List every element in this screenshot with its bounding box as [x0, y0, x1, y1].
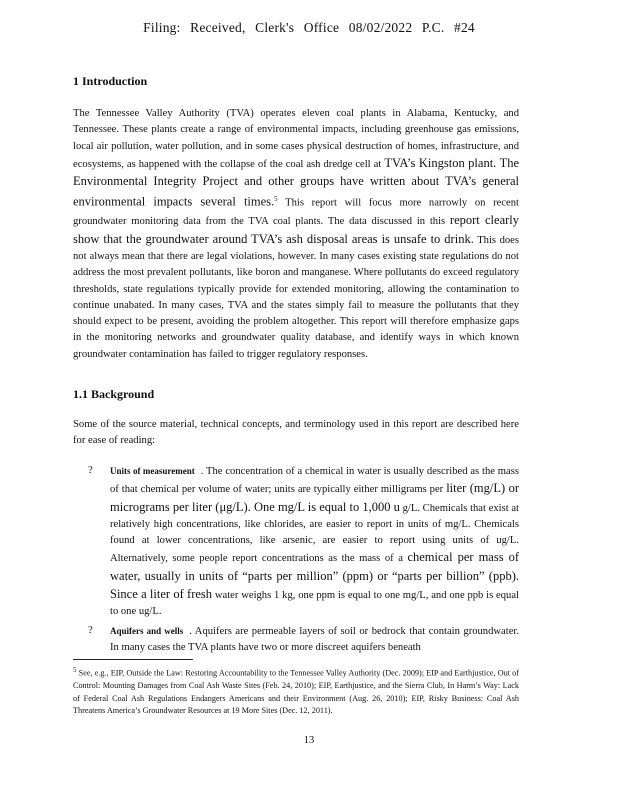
intro-text-part-3: This report will focus more narrowly on recent groundwater monitoring data from the TVA coal plants. The data discussed in this	[73, 198, 519, 228]
section-heading-introduction: 1 Introduction	[73, 74, 148, 88]
bullet-aquifers-and-wells	[88, 623, 519, 657]
footnote-number: 5	[73, 666, 77, 674]
intro-text-part-4: report clearly show that the groundwater around TVA’s ash disposal areas is unsafe to drink.	[73, 213, 520, 246]
intro-text-part-5: This does not always mean that there are legal violations, however. In many cases existing state regulations do not address the most prevalent pollutants, like boron and manganese. Where pollutants do exceed regulatory thresholds, state regulations typically provide for extended monitoring, allowing the contamination to continue unabated. In many cases, TVA and the states simply fail to measure the pollutants that they should expect to be present, avoiding the problem altogether. This report will therefore emphasize gaps in the monitoring networks and groundwater quality database, and identify ways in which known groundwater contamination has failed to trigger regulatory responses.	[73, 234, 519, 360]
bullet-marker: ?	[88, 624, 93, 636]
page-number: 13	[303, 735, 315, 746]
bullet-text-part: chemical per mass of water, usually in units of “parts per million” (ppm) or “parts per billion” (ppb). Since a liter of fresh	[110, 550, 519, 602]
bullet-term: Aquifers and wells	[110, 625, 184, 636]
bullet-marker: ?	[88, 465, 93, 476]
intro-text-part-1: The Tennessee Valley Authority (TVA) operates eleven coal plants in Alabama, Kentucky, and Tennessee. These plants create a range of environmental impacts, including greenhouse gas emissions, local air pollution, water pollution, and in some cases physical destruction of homes, infrastructure, and ecosystems, as happened with the collapse of the coal ash dredge cell at	[73, 108, 519, 170]
bullet-text-part: water weighs 1 kg, one ppm is equal to one mg/L, and one ppb is equal to one ug/L.	[110, 590, 519, 618]
introduction-paragraph	[73, 106, 519, 363]
bullet-units-of-measurement	[88, 463, 519, 621]
footnote-reference[interactable]: 5	[274, 195, 278, 204]
bullet-text-part: . Aquifers are permeable layers of soil or bedrock that contain groundwater. In many cases the TVA plants have two or more discreet aquifers beneath	[110, 625, 519, 653]
filing-header: Filing: Received, Clerk's Office 08/02/2022 P.C. #24	[143, 20, 475, 35]
section-heading-background: 1.1 Background	[73, 387, 155, 401]
background-intro-paragraph: Some of the source material, technical concepts, and terminology used in this report are described here for ease of reading:	[73, 419, 519, 447]
intro-text-part-2: TVA’s Kingston plant. The Environmental Integrity Project and other groups have written about TVA’s general environmental impacts several times.	[73, 155, 520, 210]
bullet-text	[110, 463, 519, 621]
footnote-text: See, e.g., EIP, Outside the Law: Restoring Accountability to the Tennessee Valley Authority (Dec. 2009); EIP and Earthjustice, Out of Control: Mounting Damages from Coal Ash Waste Sites (Feb. 24, 2010); EIP, Earthjustice, and the Sierra Club, In Harm’s Way: Lack of Federal Coal Ash Regulations Endangers Americans and their Environment (Aug. 26, 2010); EIP, Risky Business: Coal Ash Threatens America’s Groundwater Resources at 19 More Sites (Dec. 12, 2011).	[73, 668, 519, 716]
bullet-text-part: . The concentration of a chemical in water is usually described as the mass of that chemical per volume of water; units are typically either milligrams per	[110, 466, 519, 496]
footnote-divider	[73, 659, 193, 660]
bullet-text-part: liter (mg/L) or micrograms per liter (μg/L). One mg/L is equal to 1,000 u	[110, 481, 520, 514]
footnote	[73, 664, 519, 718]
bullet-text-part: g/L. Chemicals that exist at relatively high concentrations, like chlorides, are easier to report in units of mg/L. Chemicals found at lower concentrations, like arsenic, are easier to report using units of ug/L. Alternatively, some people report concentrations as the mass of a	[110, 502, 519, 565]
bullet-term: Units of measurement	[110, 466, 195, 476]
background-bullet-list	[88, 463, 519, 658]
bullet-text	[110, 623, 519, 657]
